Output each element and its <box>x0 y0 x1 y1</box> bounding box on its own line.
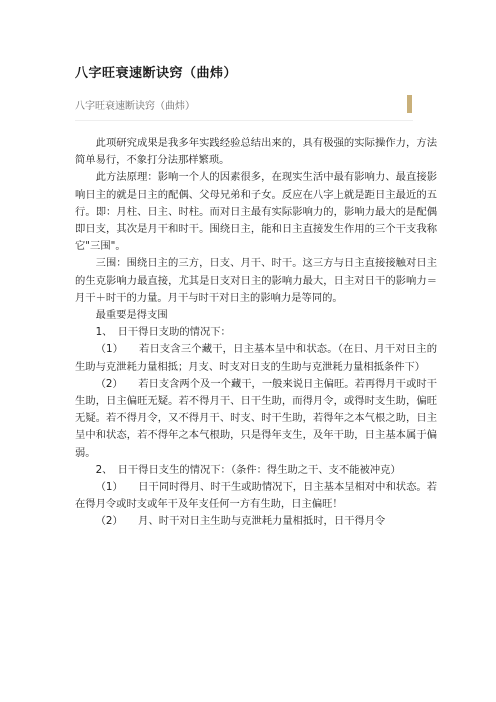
header-divider <box>75 120 413 121</box>
paragraph-three-surroundings: 三围：围绕日主的三方，日支、月干、时干。这三方与日主直接接触对日主的生克影响力最直接，尤其是日支对日主的影响力最大，日主对日干的影响力＝月干＋时干的力量。月干与时干对日主的影响力是等同的。 <box>75 257 437 304</box>
paragraph-case-2: 2、 日干得日支生的情况下：（条件：得生助之干、支不能被冲克） <box>95 463 401 476</box>
paragraph-intro: 此项研究成果是我多年实践经验总结出来的，具有极强的实际操作力，方法简单易行，不象打分法那样繁琐。 <box>75 137 437 167</box>
accent-bar <box>407 95 412 113</box>
paragraph-case-1-1: （1） 若日支含三个藏干，日主基本呈中和状态。（在日、月干对日主的生助与克泄耗力量相抵；月支、时支对日支的生助与克泄耗力量相抵条件下） <box>75 343 437 373</box>
paragraph-case-2-1: （1） 日干同时得月、时干生或助情况下，日主基本呈相对中和状态。若在得月令或时支或年干及年支任何一方有生助，日主偏旺！ <box>75 481 437 511</box>
document-body <box>75 135 437 531</box>
document-subtitle: 八字旺衰速断诀窍（曲炜） <box>75 101 195 112</box>
paragraph-case-2-2: （2） 月、时干对日主生助与克泄耗力量相抵时，日干得月令 <box>95 515 386 528</box>
paragraph-key-point: 最重要是得支围 <box>95 309 168 322</box>
document-title: 八字旺衰速断诀窍（曲炜） <box>75 66 238 81</box>
paragraph-principle: 此方法原理：影响一个人的因素很多，在现实生活中最有影响力、最直接影响日主的就是日主的配偶、父母兄弟和子女。反应在八字上就是距日主最近的五行。即：月柱、日主、时柱。而对日主最有实际影响力的，影响力最大的是配偶即日支，其次是月干和时干。围绕日主，能和日主直接发生作用的三个干支我称它"三围"。 <box>75 171 437 253</box>
paragraph-case-1: 1、 日干得日支助的情况下： <box>95 326 231 339</box>
paragraph-case-1-2: （2） 若日支含两个及一个藏干，一般来说日主偏旺。若再得月干或时干生助，日主偏旺无疑。若不得月干、日干生助，而得月令，或得时支生助，偏旺无疑。若不得月令，又不得月干、时支、时干生助，若得年之本气根之助，日主呈中和状态，若不得年之本气根助，只是得年支生，及年干助，日主基本属于偏弱。 <box>75 377 437 459</box>
